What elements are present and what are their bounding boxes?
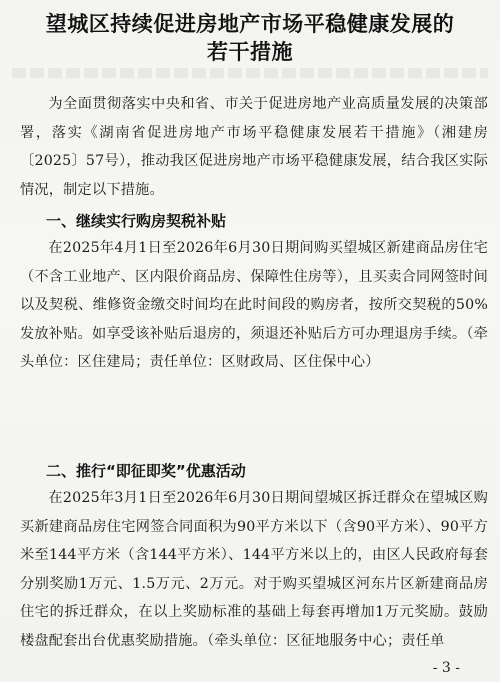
document-title-line1: 望城区持续促进房地产市场平稳健康发展的 [45, 12, 455, 36]
page-number: - 3 - [432, 660, 460, 676]
section2-heading: 二、推行“即征即奖”优惠活动 [46, 462, 246, 480]
section1-heading: 一、继续实行购房契税补贴 [46, 212, 227, 230]
section1-body: 在2025年4月1日至2026年6月30日期间购买望城区新建商品房住宅（不含工业地产、区内限价商品房、保障性住房等），且买卖合同网签时间以及契税、维修资金缴交时间均在此时间段的购房者，按所交契税的50%发放补贴。如享受该补贴后退房的，须退还补贴后方可办理退房手续。（牵头单位：区住建局；责任单位：区财政局、区住保中心） [20, 240, 488, 370]
bleed-through-text [12, 68, 488, 78]
document-title-line2: 若干措施 [207, 40, 293, 64]
intro-paragraph: 为全面贯彻落实中央和省、市关于促进房地产业高质量发展的决策部署，落实《湖南省促进房地产市场平稳健康发展若干措施》（湘建房〔2025〕57号），推动我区促进房地产市场平稳健康发展，结合我区实际情况，制定以下措施。 [20, 96, 488, 198]
section2-body: 在2025年3月1日至2026年6月30日期间望城区拆迁群众在望城区购买新建商品房住宅网签合同面积为90平方米以下（含90平方米）、90平方米至144平方米（含144平方米）、144平方米以上的，由区人民政府每套分别奖励1万元、1.5万元、2万元。对于购买望城区河东片区新建商品房住宅的拆迁群众，在以上奖励标准的基础上每套再增加1万元奖励。鼓励楼盘配套出台优惠奖励措施。（牵头单位：区征地服务中心；责任单 [20, 490, 488, 649]
